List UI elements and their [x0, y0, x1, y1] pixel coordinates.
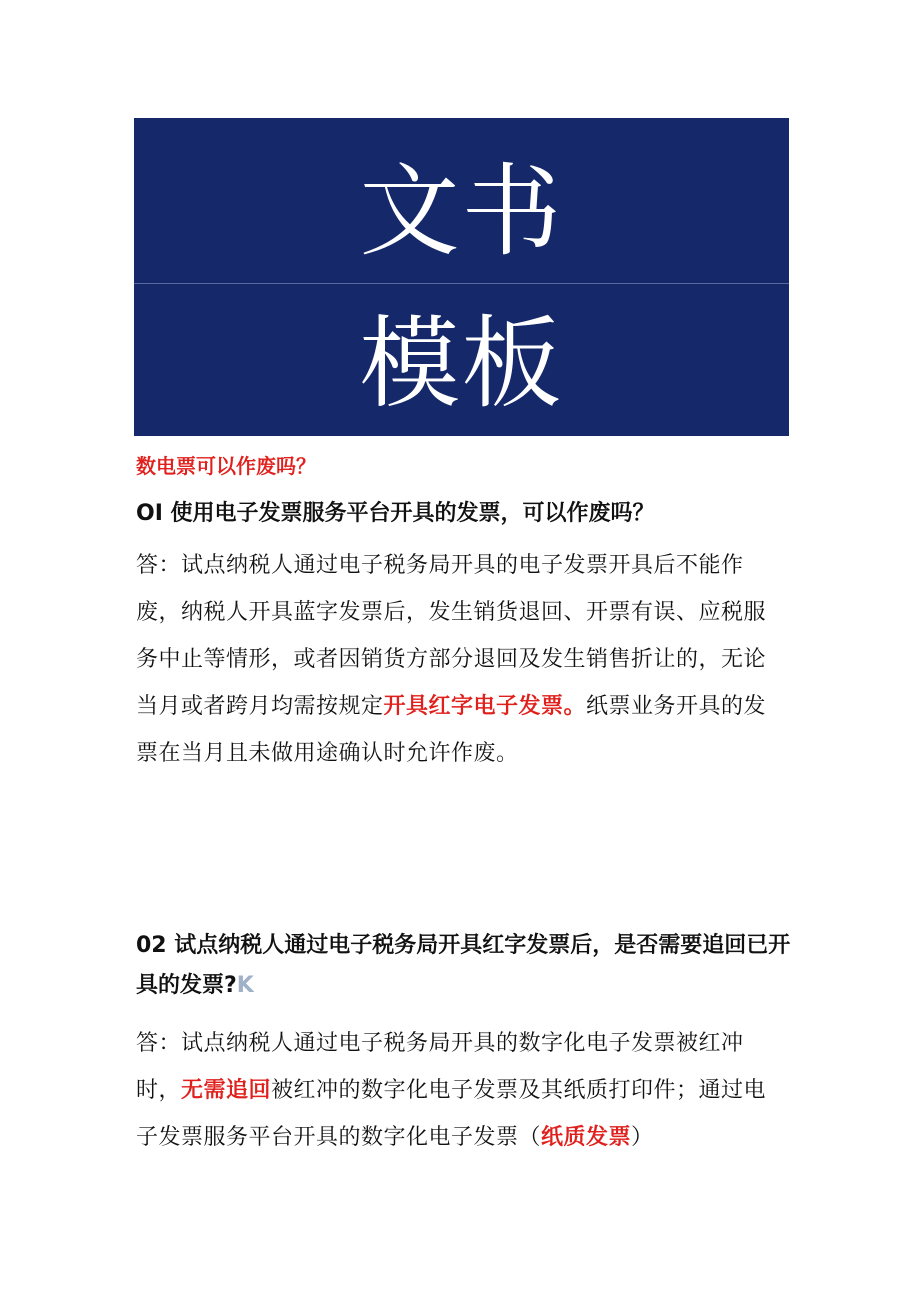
section-heading: 数电票可以作废吗？	[136, 454, 316, 478]
question-2	[136, 926, 796, 1006]
answer-1-text-b: 纸票业务开具的发票在当月且未做用途确认时允许作废。	[136, 694, 767, 766]
answer-1	[136, 542, 786, 777]
answer-2-highlight-2: 纸质发票	[541, 1125, 632, 1150]
question-2-mark: K	[236, 973, 254, 998]
question-2-text: 02 试点纳税人通过电子税务局开具红字发票后，是否需要追回已开具的发票?	[136, 933, 791, 998]
cover-title-line-2: 模板	[359, 305, 564, 422]
cover-banner	[134, 118, 789, 436]
cover-divider	[134, 283, 789, 284]
answer-1-highlight: 开具红字电子发票。	[383, 694, 587, 719]
cover-title-line-1: 文书	[359, 153, 564, 270]
answer-2-text-a: 答：试点纳税人通过电子税务局开具的数字化电子发票被红冲时，	[136, 1031, 744, 1103]
answer-2-text-b: 被红冲的数字化电子发票及其纸质打印件；通过电子发票服务平台开具的数字化电子发票（	[136, 1078, 767, 1150]
answer-2	[136, 1020, 786, 1161]
answer-2-text-c: ）	[631, 1125, 654, 1150]
answer-1-text-a: 答：试点纳税人通过电子税务局开具的电子发票开具后不能作废，纳税人开具蓝字发票后，发生销货退回、开票有误、应税服务中止等情形，或者因销货方部分退回及发生销售折让的，无论当月或者跨月均需按规定	[136, 553, 767, 719]
question-1: OI 使用电子发票服务平台开具的发票，可以作废吗？	[136, 501, 655, 526]
answer-2-highlight-1: 无需追回	[181, 1078, 272, 1103]
